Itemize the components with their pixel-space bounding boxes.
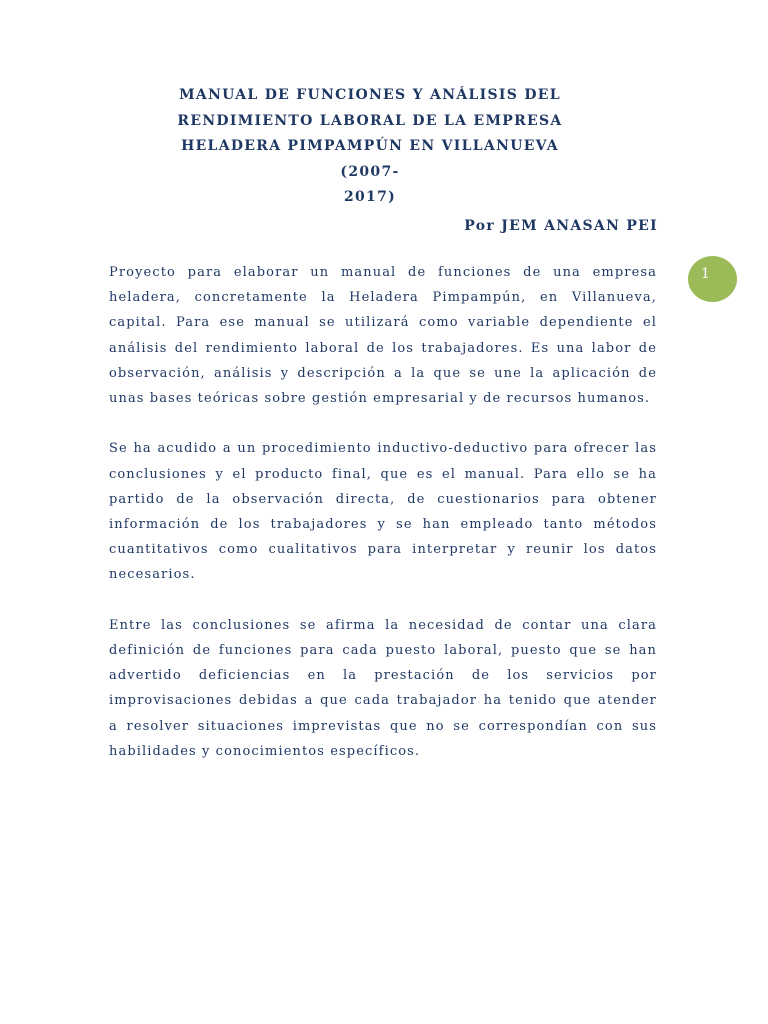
document-title [150, 83, 590, 211]
paragraph: Se ha acudido a un procedimiento inductivo-deductivo para ofrecer las conclusiones y el producto final, que es el manual. Para ello se ha partido de la observación directa, de cuestionarios para obtener información de los trabajadores y se han empleado tanto métodos cuantitativos como cualitativos para interpretar y reunir los datos necesarios. [109, 441, 657, 583]
paragraph: Proyecto para elaborar un manual de funciones de una empresa heladera, concretamente la Heladera Pimpampún, en Villanueva, capital. Para ese manual se utilizará como variable dependiente el análisis del rendimiento laboral de los trabajadores. Es una labor de observación, análisis y descripción a la que se une la aplicación de unas bases teóricas sobre gestión empresarial y de recursos humanos. [109, 265, 657, 407]
title-line: RENDIMIENTO LABORAL DE LA EMPRESA [177, 112, 563, 129]
paragraph: Entre las conclusiones se afirma la necesidad de contar una clara definición de funciones para cada puesto laboral, puesto que se han advertido deficiencias en la prestación de los servicios por improvisaciones debidas a que cada trabajador ha tenido que atender a resolver situaciones imprevistas que no se correspondían con sus habilidades y conocimientos específicos. [109, 617, 657, 759]
title-line: HELADERA PIMPAMPÚN EN VILLANUEVA (2007- [181, 138, 559, 180]
title-line: MANUAL DE FUNCIONES Y ANÁLISIS DEL [179, 87, 561, 103]
document-body [109, 260, 657, 789]
page-number: 1 [701, 266, 710, 282]
title-line: 2017) [343, 189, 397, 205]
author-byline: Por JEM ANASAN PEI [464, 218, 658, 234]
page-number-badge [688, 256, 737, 302]
